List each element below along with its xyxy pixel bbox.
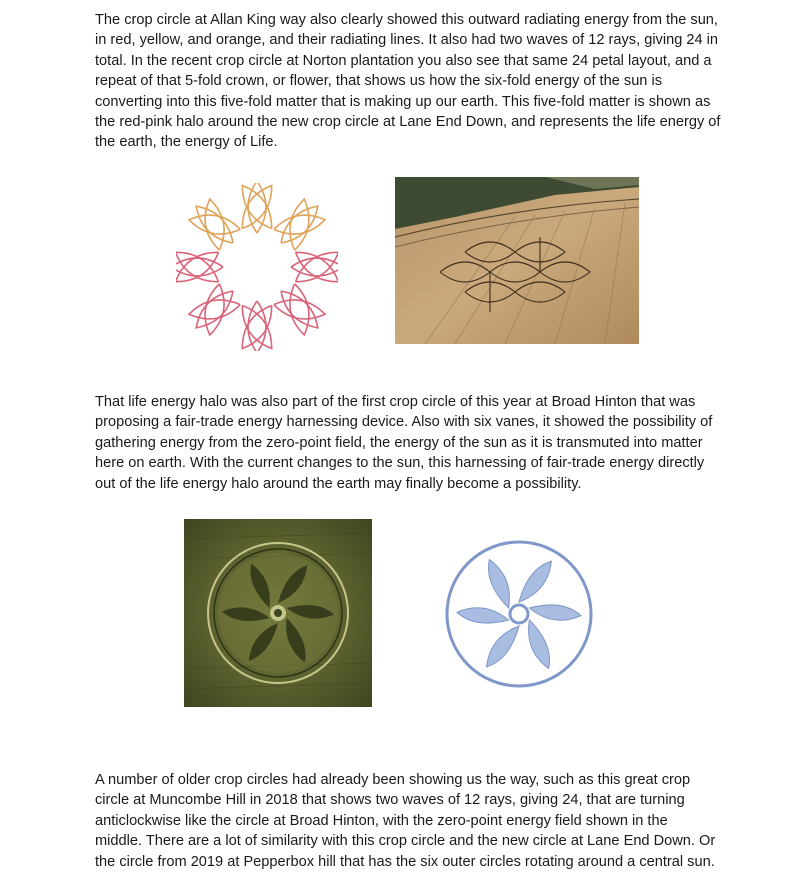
text-line: middle. There are a lot of similarity with this crop circle and the new circle at Lane End Down. Or: [95, 833, 716, 850]
petal-shape: [290, 284, 309, 335]
petal-shape: [176, 252, 218, 281]
text-line: circle at Muncombe Hill in 2018 that shows two waves of 12 rays, giving 24, that are turning: [95, 792, 685, 809]
vane-shape: [488, 560, 509, 608]
petal-shape: [248, 183, 266, 233]
petal-shape: [274, 215, 325, 234]
petal-shape: [281, 206, 318, 243]
petal-shape: [242, 186, 271, 229]
broad-hinton-photo: [184, 519, 372, 707]
petal-shape: [189, 215, 240, 234]
vane-shape: [529, 605, 581, 620]
vane-shape: [487, 626, 519, 667]
petal-shape: [189, 300, 240, 319]
text-line: the earth, the energy of Life.: [95, 134, 278, 151]
paragraph-3: [95, 770, 720, 872]
text-line: converting into this five-fold matter that is making up our earth. This five-fold matter is shown as: [95, 93, 711, 110]
paragraph-2: [95, 392, 720, 494]
text-line: gathering energy from the zero-point field, the energy of the sun as it is transmuted into matter: [95, 434, 703, 451]
text-line: repeat of that 5-fold crown, or flower, that shows us how the six-fold energy of the sun is: [95, 73, 663, 90]
petal-shape: [281, 291, 318, 328]
text-line: here on earth. With the current changes to the sun, this harnessing of fair-trade energy directly: [95, 455, 705, 472]
text-line: That life energy halo was also part of the first crop circle of this year at Broad Hinton that was: [95, 394, 696, 410]
lane-end-down-photo: [395, 177, 639, 344]
text-line: The crop circle at Allan King way also clearly showed this outward radiating energy from the sun,: [95, 12, 718, 28]
petal-ring-svg: [176, 183, 338, 351]
petal-shape: [248, 301, 266, 351]
paragraph-1: [95, 10, 720, 153]
petal-shape: [205, 199, 224, 250]
vane-shape: [519, 561, 551, 602]
blue-drawing-svg: [440, 537, 598, 691]
text-line: total. In the recent crop circle at Norton plantation you also see that same 24 petal layout, and a: [95, 52, 712, 69]
text-line: anticlockwise like the circle at Broad Hinton, with the zero-point energy field shown in the: [95, 812, 668, 829]
petal-shape: [196, 291, 233, 328]
field-photo-svg: [395, 177, 639, 344]
six-vane-drawing: [440, 537, 598, 691]
petal-shape: [274, 300, 325, 319]
petal-shape: [242, 306, 271, 349]
text-line: in red, yellow, and orange, and their radiating lines. It also had two waves of 12 rays, giving 24 in: [95, 32, 719, 49]
vane-shape: [457, 608, 509, 623]
text-line: the red-pink halo around the new crop circle at Lane End Down, and represents the life energy of: [95, 114, 721, 131]
petal-shape: [290, 199, 309, 250]
petal-shape: [296, 252, 338, 281]
petal-ring-drawing: [176, 183, 338, 351]
green-photo-svg: [184, 519, 372, 707]
petal-shape: [205, 284, 224, 335]
petal-shape: [196, 206, 233, 243]
text-line: A number of older crop circles had already been showing us the way, such as this great crop: [95, 772, 691, 788]
text-line: out of the life energy halo around the earth may finally become a possibility.: [95, 475, 582, 492]
text-line: the circle from 2019 at Pepperbox hill that has the six outer circles rotating around a central sun.: [95, 853, 715, 870]
vane-shape: [529, 620, 550, 668]
text-line: proposing a fair-trade energy harnessing device. Also with six vanes, it showed the possibility of: [95, 414, 713, 431]
